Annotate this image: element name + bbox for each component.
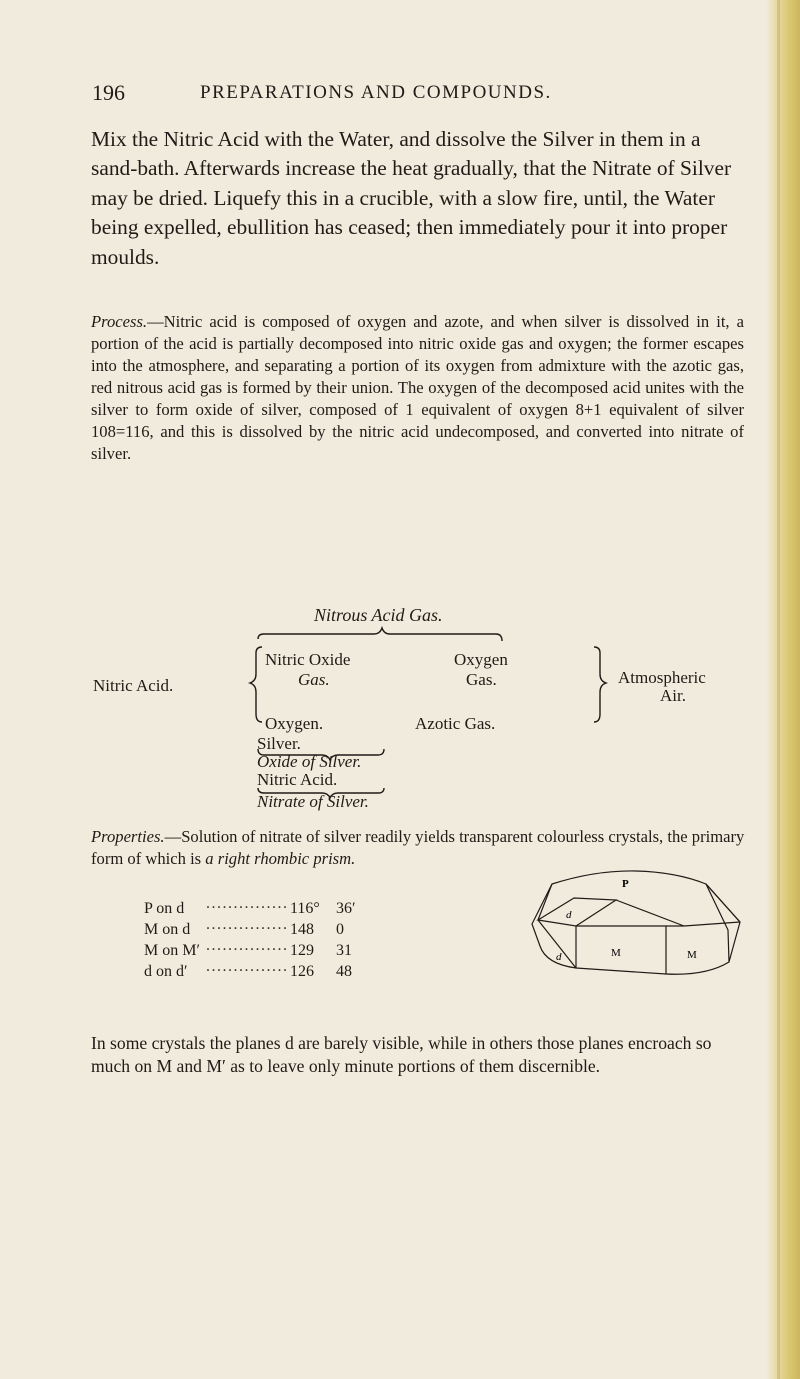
properties-text: —Solution of nitrate of silver readily yields transparent colourless crystals, the primary form of which is <box>91 827 745 868</box>
measurement-row: d on d′ ...............126 48 <box>144 958 366 981</box>
properties-italic: a right rhombic prism. <box>205 849 356 868</box>
main-paragraph: Mix the Nitric Acid with the Water, and dissolve the Silver in them in a sand-bath. Afterwards increase the heat gradually, that the Nitrate of Silver may be dried. Liquefy this in a crucible, with a slow fire, until, the Water being expelled, ebullition has ceased; then immediately pour it into proper moulds. <box>91 127 732 269</box>
measurement-label: P on d <box>144 900 185 917</box>
properties-paragraph <box>91 826 751 870</box>
diagram-label-silver: Silver. <box>257 734 301 753</box>
measurement-degrees: 129 <box>290 942 314 959</box>
diagram-label-gas-2: Gas. <box>466 670 497 689</box>
crystal-label-d-prime: d <box>556 951 562 963</box>
left-vertical-brace <box>250 647 262 722</box>
measurement-minutes: 0 <box>336 921 344 938</box>
properties-label: Properties. <box>91 827 165 846</box>
measurement-label: M on M′ <box>144 942 200 959</box>
measurement-degrees: 126 <box>290 963 314 980</box>
diagram-label-nitric-acid: Nitric Acid. <box>93 676 174 695</box>
oxide-brace <box>258 749 384 760</box>
diagram-label-gas-1: Gas. <box>298 670 330 689</box>
page-number: 196 <box>92 80 125 105</box>
diagram-label-air: Air. <box>660 686 686 705</box>
diagram-label-atmospheric: Atmospheric <box>618 668 706 687</box>
crystal-figure <box>516 866 756 986</box>
nitrate-brace <box>258 788 384 798</box>
top-horizontal-brace <box>258 628 502 641</box>
crystal-label-m-prime: M <box>687 949 697 961</box>
closing-paragraph: In some crystals the planes d are barely visible, while in others those planes encroach so much on M and M′ as to leave only minute portions of them discernible. <box>91 1033 712 1076</box>
process-text: —Nitric acid is composed of oxygen and azote, and when silver is dissolved in it, a portion of the acid is partially decomposed into nitric oxide gas and oxygen; the former escapes into the atmosphere, and separating a portion of its oxygen from admixture with the azotic gas, red nitrous acid gas is formed by their union. The oxygen of the decomposed acid unites with the silver to form oxide of silver, composed of 1 equivalent of oxygen 8+1 equivalent of silver 108=116, and this is dissolved by the nitric acid undecomposed, and converted into nitrate of silver. <box>91 312 744 463</box>
measurement-minutes: 31 <box>336 942 352 959</box>
diagram-label-nitrate-of-silver: Nitrate of Silver. <box>257 792 369 811</box>
process-label: Process. <box>91 312 148 331</box>
diagram-label-oxide-of-silver: Oxide of Silver. <box>257 752 362 771</box>
measurement-row: M on M′ ...............129 31 <box>144 937 366 960</box>
measurement-minutes: 36′ <box>336 900 356 917</box>
crystal-label-d: d <box>566 909 572 921</box>
crystal-label-p: P <box>622 878 629 890</box>
diagram-title-nitrous-acid-gas: Nitrous Acid Gas. <box>314 605 443 625</box>
measurement-label: d on d′ <box>144 963 188 980</box>
diagram-label-nitric-acid-2: Nitric Acid. <box>257 770 338 789</box>
crystal-label-m: M <box>611 947 621 959</box>
diagram-label-oxygen: Oxygen. <box>265 714 324 733</box>
diagram-label-nitric-oxide: Nitric Oxide <box>265 650 351 669</box>
running-title: PREPARATIONS AND COMPOUNDS. <box>200 82 552 103</box>
diagram-label-azotic-gas: Azotic Gas. <box>415 714 496 733</box>
measurement-minutes: 48 <box>336 963 352 980</box>
right-vertical-brace <box>594 647 606 722</box>
measurement-degrees: 148 <box>290 921 314 938</box>
diagram-label-oxygen-top: Oxygen <box>454 650 508 669</box>
measurement-label: M on d <box>144 921 191 938</box>
measurement-row: M on d ...............148 0 <box>144 916 366 939</box>
measurement-row: P on d ...............116° 36′ <box>144 895 366 918</box>
crystal-face-d <box>538 898 616 926</box>
measurement-degrees: 116° <box>290 900 320 917</box>
